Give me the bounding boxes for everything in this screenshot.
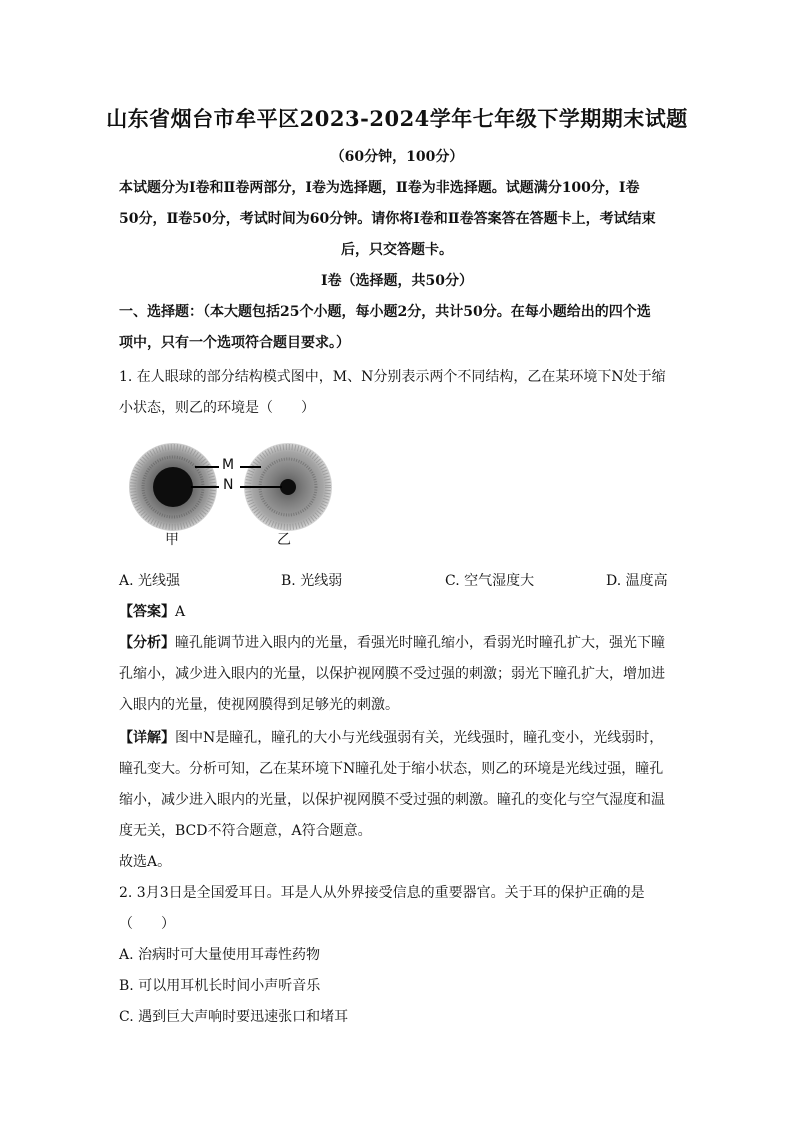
q1-conclusion: 故选A。 <box>119 854 172 870</box>
analysis-tag: 【分析】 <box>119 635 175 651</box>
q2-option-b: B. 可以用耳机长时间小声听音乐 <box>119 978 321 994</box>
label-m: M <box>222 457 235 473</box>
q2-option-c: C. 遇到巨大声响时要迅速张口和堵耳 <box>119 1009 349 1025</box>
q1-analysis-line-3: 入眼内的光量，使视网膜得到足够光的刺激。 <box>119 697 399 713</box>
q1-stem-line-1: 1. 在人眼球的部分结构模式图中，M、N分别表示两个不同结构，乙在某环境下N处于缩 <box>119 369 666 385</box>
q1-option-a: A. 光线强 <box>119 573 181 589</box>
q2-option-a: A. 治病时可大量使用耳毒性药物 <box>119 947 321 963</box>
intro-line-2: 50分，Ⅱ卷50分，考试时间为60分钟。请你将Ⅰ卷和Ⅱ卷答案答在答题卡上，考试结束 <box>119 211 656 227</box>
q1-detail-line-2: 瞳孔变大。分析可知，乙在某环境下N瞳孔处于缩小状态，则乙的环境是光线过强，瞳孔 <box>119 761 664 777</box>
q1-option-b: B. 光线弱 <box>281 573 343 589</box>
detail-tag: 【详解】 <box>119 730 175 746</box>
q1-options <box>119 570 679 590</box>
analysis-text-1: 瞳孔能调节进入眼内的光量，看强光时瞳孔缩小，看弱光时瞳孔扩大，强光下瞳 <box>175 635 665 651</box>
q1-detail-line-3: 缩小，减少进入眼内的光量，以保护视网膜不受过强的刺激。瞳孔的变化与空气湿度和温 <box>119 792 665 808</box>
q1-analysis-line-1 <box>119 632 665 652</box>
eye-diagram-svg <box>125 437 345 552</box>
answer-tag: 【答案】 <box>119 604 175 620</box>
q1-stem-line-2: 小状态，则乙的环境是（ ） <box>119 400 315 416</box>
intro-line-3: 后，只交答题卡。 <box>341 242 453 258</box>
exam-title: 山东省烟台市牟平区2023-2024学年七年级下学期期末试题 <box>106 106 688 131</box>
q1-detail-line-1 <box>119 727 663 747</box>
part-one-line-2: 项中，只有一个选项符合题目要求。） <box>119 335 350 351</box>
caption-yi: 乙 <box>277 532 291 548</box>
q1-option-c: C. 空气湿度大 <box>445 573 535 589</box>
label-n: N <box>223 477 234 493</box>
part-one-line-1: 一、选择题：（本大题包括25个小题，每小题2分，共计50分。在每小题给出的四个选 <box>119 304 651 320</box>
exam-subtitle: （60分钟，100分） <box>330 149 464 165</box>
q1-answer <box>119 601 185 621</box>
pupil-large <box>153 467 193 507</box>
pupil-small <box>280 479 296 495</box>
detail-text-1: 图中N是瞳孔，瞳孔的大小与光线强弱有关，光线强时，瞳孔变小，光线弱时， <box>175 730 664 746</box>
caption-jia: 甲 <box>165 532 179 548</box>
intro-line-1: 本试题分为Ⅰ卷和Ⅱ卷两部分，Ⅰ卷为选择题，Ⅱ卷为非选择题。试题满分100分，Ⅰ卷 <box>119 180 640 196</box>
answer-value: A <box>175 604 186 620</box>
q2-stem-line-1: 2. 3月3日是全国爱耳日。耳是人从外界接受信息的重要器官。关于耳的保护正确的是 <box>119 885 645 901</box>
q1-analysis-line-2: 孔缩小，减少进入眼内的光量，以保护视网膜不受过强的刺激；弱光下瞳孔扩大，增加进 <box>119 666 665 682</box>
q1-option-d: D. 温度高 <box>606 573 668 589</box>
section-heading: Ⅰ卷（选择题，共50分） <box>320 273 474 289</box>
q1-detail-line-4: 度无关，BCD不符合题意，A符合题意。 <box>119 823 372 839</box>
q2-stem-line-2: （ ） <box>119 916 175 932</box>
eye-pupil-figure <box>125 437 345 552</box>
